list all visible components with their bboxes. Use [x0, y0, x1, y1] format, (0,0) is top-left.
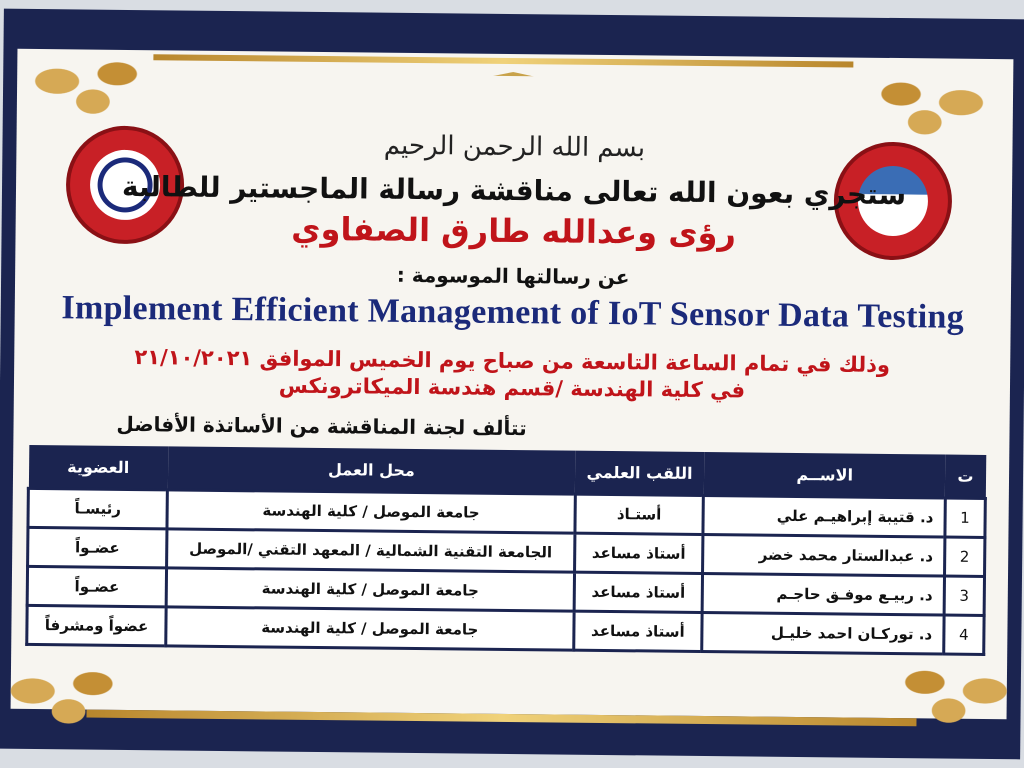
student-name: رؤى وعدالله طارق الصفاوي: [291, 209, 737, 253]
member-role: رئيسـاً: [28, 488, 168, 528]
member-name: د. عبدالستار محمد خضر: [703, 535, 945, 577]
member-workplace: جامعة الموصل / كلية الهندسة: [167, 490, 575, 533]
member-role: عضواً ومشرفاً: [27, 605, 167, 645]
member-role: عضـواً: [28, 527, 168, 567]
member-name: د. توركـان احمد خليـل: [702, 613, 944, 655]
committee-table: [25, 445, 987, 656]
announcement-banner: [0, 9, 1024, 760]
place-line: في كلية الهندسة /قسم هندسة الميكاترونكس: [278, 373, 746, 403]
ornament-bottom-right-icon: [900, 658, 1021, 739]
bismillah-calligraphy: بسم الله الرحمن الرحيم: [383, 130, 646, 164]
member-workplace: الجامعة التقنية الشمالية / المعهد التقني /الموصل: [167, 529, 575, 572]
row-num: 4: [943, 615, 984, 654]
member-name: د. قتيبة إبراهيـم علي: [703, 496, 945, 538]
member-workplace: جامعة الموصل / كلية الهندسة: [166, 568, 574, 611]
header-workplace: محل العمل: [168, 446, 576, 494]
header-num: ت: [945, 455, 986, 499]
header-name: الاســم: [704, 452, 946, 498]
date-line: وذلك في تمام الساعة التاسعة من صباح يوم الخميس الموافق ٢١/١٠/٢٠٢١: [134, 345, 891, 377]
member-workplace: جامعة الموصل / كلية الهندسة: [166, 607, 574, 650]
ornament-top-left-icon: [21, 49, 142, 130]
member-rank: أستـاذ: [575, 494, 704, 534]
header-rank: اللقب العلمي: [575, 451, 704, 496]
row-num: 2: [944, 537, 985, 576]
row-num: 3: [944, 576, 985, 615]
thesis-title: Implement Efficient Management of IoT Sensor Data Testing: [61, 289, 965, 336]
member-rank: أستاذ مساعد: [574, 572, 703, 612]
committee-intro: تتألف لجنة المناقشة من الأساتذة الأفاضل: [116, 411, 527, 441]
ornament-bottom-left-icon: [0, 659, 117, 740]
member-name: د. ربيـع موفـق حاجـم: [703, 574, 945, 616]
member-role: عضـواً: [27, 566, 167, 606]
header-role: العضوية: [28, 445, 168, 490]
announcement-line: ستجري بعون الله تعالى مناقشة رسالة الماجستير للطالبة: [121, 169, 907, 212]
row-num: 1: [945, 498, 986, 537]
member-rank: أستاذ مساعد: [573, 611, 702, 651]
member-rank: أستاذ مساعد: [574, 533, 703, 573]
thesis-intro: عن رسالتها الموسومة :: [396, 262, 630, 290]
